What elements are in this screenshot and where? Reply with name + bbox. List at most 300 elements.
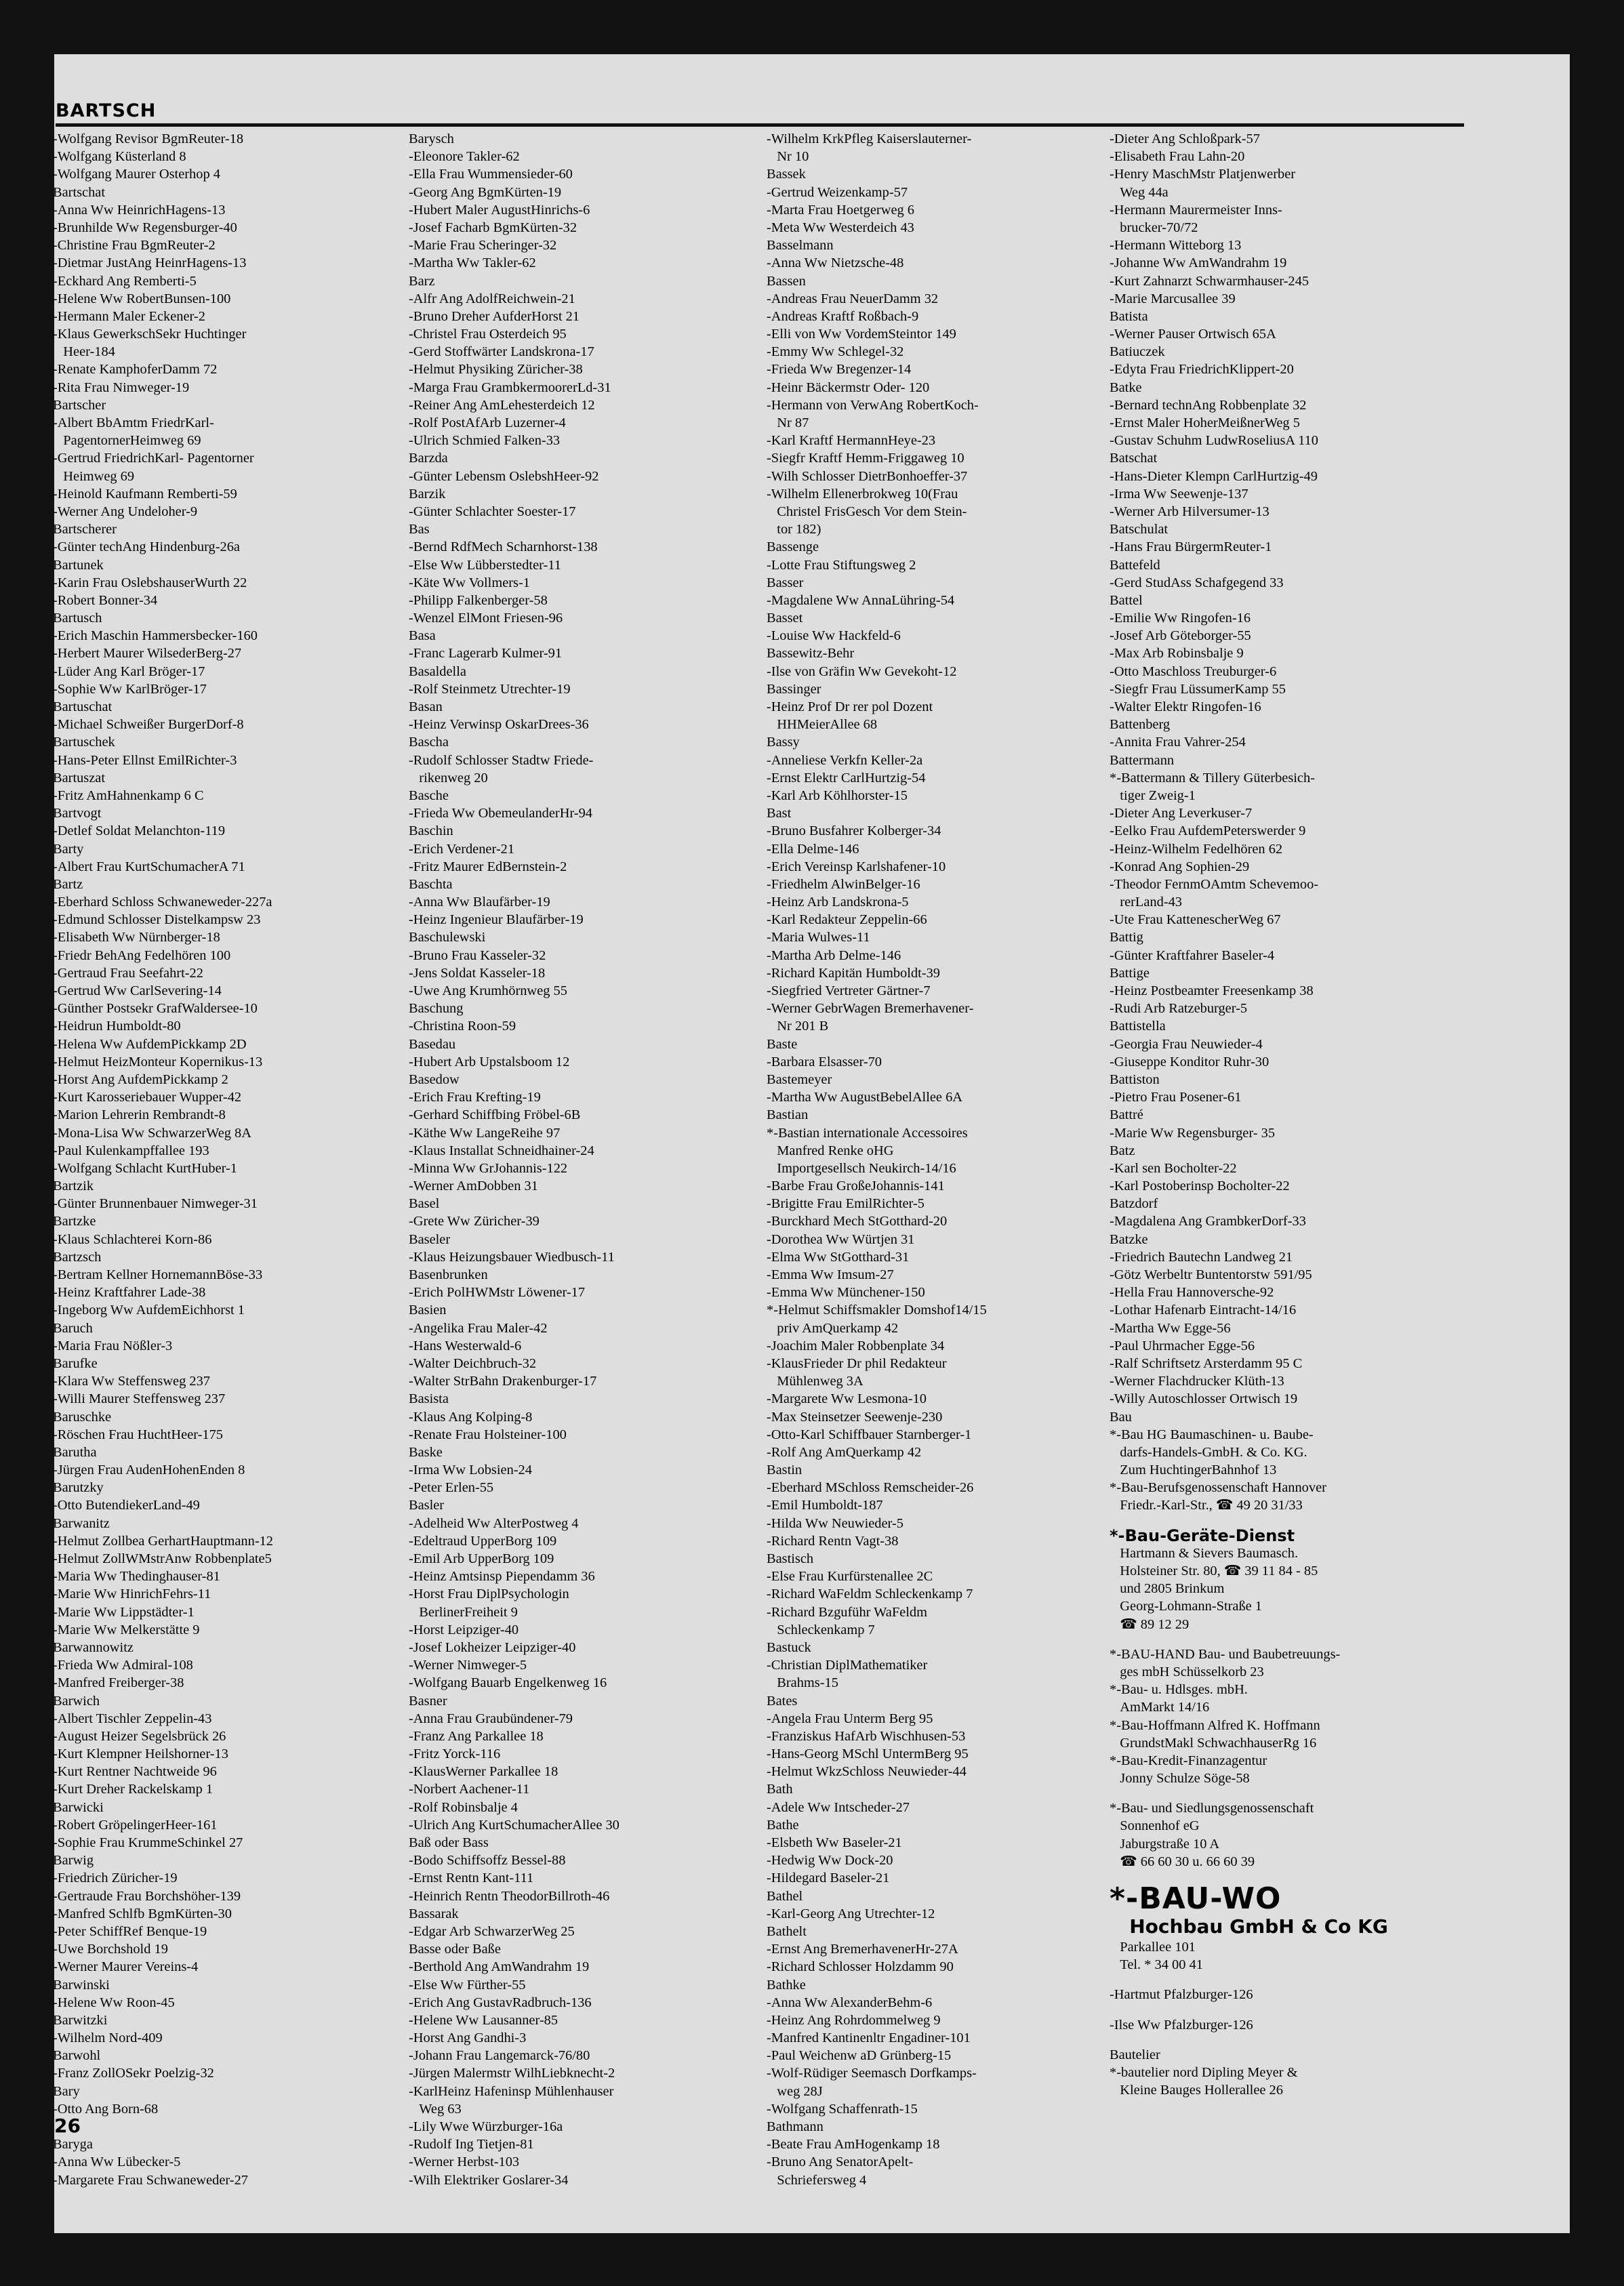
directory-entry: -Christine Frau BgmReuter-2	[53, 238, 216, 253]
directory-entry: -Dorothea Ww Würtjen 31	[767, 1231, 915, 1247]
directory-entry: -Marie Ww Lippstädter-1	[53, 1604, 195, 1620]
directory-entry: -Wilhelm Ellenerbrokweg 10(Frau	[767, 486, 958, 502]
directory-entry: -Willy Autoschlosser Ortwisch 19	[1110, 1391, 1298, 1407]
directory-entry: -Norbert Aachener-11	[409, 1782, 530, 1797]
directory-entry: -Franz Ang Parkallee 18	[409, 1728, 544, 1744]
header-keyword: BARTSCH	[56, 100, 157, 121]
surname-heading: Barwohl	[53, 2048, 101, 2064]
directory-entry: -Elisabeth Frau Lahn-20	[1110, 149, 1245, 165]
surname-heading: Baryga	[53, 2137, 93, 2152]
directory-entry: -Frieda Ww ObemeulanderHr-94	[409, 806, 592, 821]
directory-entry: -Gertraude Frau Borchshöher-139	[53, 1888, 241, 1904]
directory-entry: -Kurt Rentner Nachtweide 96	[53, 1764, 217, 1780]
directory-entry: -Horst Ang AufdemPickkamp 2	[53, 1071, 228, 1087]
directory-entry: brucker-70/72	[1110, 220, 1198, 235]
directory-entry: -Gertrud Weizenkamp-57	[767, 184, 908, 200]
directory-entry: -Horst Ang Gandhi-3	[409, 2030, 527, 2046]
directory-entry: -Jens Soldat Kasseler-18	[409, 965, 546, 981]
ad-heading-large: *-BAU-WO	[1110, 1881, 1282, 1916]
directory-entry: -Martha Ww Egge-56	[1110, 1320, 1231, 1336]
surname-heading: Basan	[409, 699, 443, 714]
directory-entry: -Albert BbAmtm FriedrKarl-	[53, 415, 214, 430]
surname-heading: Bartuszat	[53, 770, 106, 785]
surname-heading: Bartuschat	[53, 699, 113, 714]
directory-entry: -Maria Wulwes-11	[767, 930, 870, 945]
directory-entry: rerLand-43	[1110, 895, 1183, 910]
directory-entry: -Hermann von VerwAng RobertKoch-	[767, 397, 979, 413]
surname-heading: Batke	[1110, 380, 1142, 395]
spacer	[1110, 1974, 1489, 1986]
surname-heading: Bassarak	[409, 1906, 459, 1921]
directory-entry: -Margarete Ww Lesmona-10	[767, 1391, 927, 1407]
surname-heading: Baruschke	[53, 1409, 112, 1425]
directory-entry: -Helmut HeizMonteur Kopernikus-13	[53, 1054, 263, 1069]
directory-entry: -Angela Frau Unterm Berg 95	[767, 1711, 933, 1726]
directory-entry: -Hans Westerwald-6	[409, 1338, 522, 1353]
directory-entry: -Georg Ang BgmKürten-19	[409, 184, 562, 200]
directory-entry: ☎ 89 12 29	[1110, 1616, 1190, 1632]
page-number: 26	[54, 2115, 81, 2137]
directory-entry: Christel FrisGesch Vor dem Stein-	[767, 504, 967, 519]
directory-entry: -Wolfgang Schlacht KurtHuber-1	[53, 1160, 238, 1176]
directory-entry: Mühlenweg 3A	[767, 1374, 864, 1389]
directory-entry: -Heinz Kraftfahrer Lade-38	[53, 1285, 206, 1301]
directory-entry: -Eberhard MSchloss Remscheider-26	[767, 1480, 974, 1496]
directory-entry: -Hermann Maler Eckener-2	[53, 308, 205, 324]
directory-entry: -Helmut Physiking Züricher-38	[409, 362, 583, 377]
directory-entry: -Hedwig Ww Dock-20	[767, 1853, 893, 1869]
directory-entry: -Emil Humboldt-187	[767, 1498, 883, 1513]
surname-heading: Batzke	[1110, 1231, 1148, 1247]
directory-entry: *-Battermann & Tillery Güterbesich-	[1110, 770, 1315, 785]
surname-heading: Basset	[767, 611, 803, 626]
directory-entry: -Reiner Ang AmLehesterdeich 12	[409, 397, 595, 413]
directory-entry: -Heinz Arb Landskrona-5	[767, 895, 909, 910]
directory-entry: -Friedhelm AlwinBelger-16	[767, 876, 920, 892]
directory-entry: -Horst Frau DiplPsychologin	[409, 1587, 569, 1602]
spacer	[1110, 1515, 1489, 1527]
directory-entry: -Alfr Ang AdolfReichwein-21	[409, 291, 575, 306]
directory-entry: -Karl Postoberinsp Bocholter-22	[1110, 1179, 1290, 1194]
directory-entry: -Götz Werbeltr Buntentorstw 591/95	[1110, 1267, 1312, 1282]
surname-heading: Bathke	[767, 1977, 806, 1993]
directory-entry: -Wolf-Rüdiger Seemasch Dorfkamps-	[767, 2066, 977, 2081]
directory-entry: -Eckhard Ang Remberti-5	[53, 273, 197, 289]
directory-entry: -Eleonore Takler-62	[409, 149, 520, 165]
directory-entry: -Horst Leipziger-40	[409, 1622, 519, 1637]
directory-entry: -Paul Kulenkampffallee 193	[53, 1143, 209, 1158]
directory-entry: -KarlHeinz Hafeninsp Mühlenhauser	[409, 2083, 614, 2099]
directory-entry: Zum HuchtingerBahnhof 13	[1110, 1463, 1277, 1478]
surname-heading: Baschung	[409, 1001, 464, 1017]
directory-entry: -Erich Verdener-21	[409, 841, 515, 857]
directory-entry: -Josef Lokheizer Leipziger-40	[409, 1639, 576, 1655]
directory-entry: -Joachim Maler Robbenplate 34	[767, 1338, 945, 1353]
directory-entry: -Bertram Kellner HornemannBöse-33	[53, 1267, 263, 1282]
surname-heading: Bathel	[767, 1888, 803, 1904]
surname-heading: Basner	[409, 1693, 447, 1709]
directory-entry: Heer-184	[53, 344, 115, 360]
directory-entry: HHMeierAllee 68	[767, 717, 878, 733]
directory-entry: -Renate KamphoferDamm 72	[53, 362, 218, 377]
directory-entry: -Giuseppe Konditor Ruhr-30	[1110, 1054, 1270, 1069]
directory-entry: -Grete Ww Züricher-39	[409, 1214, 540, 1229]
directory-entry: Hartmann & Sievers Baumasch.	[1110, 1545, 1299, 1561]
surname-heading: Battefeld	[1110, 557, 1160, 573]
directory-entry: -Karin Frau OslebshauserWurth 22	[53, 575, 247, 590]
directory-entry: -Ulrich Schmied Falken-33	[409, 433, 561, 449]
directory-entry: -Günter Lebensm OslebshHeer-92	[409, 468, 599, 484]
surname-heading: Barwich	[53, 1693, 100, 1709]
directory-entry: -Martha Arb Delme-146	[767, 947, 901, 963]
directory-entry: -Ilse Ww Pfalzburger-126	[1110, 2017, 1253, 2033]
directory-entry: -Wenzel ElMont Friesen-96	[409, 611, 563, 626]
directory-entry: Georg-Lohmann-Straße 1	[1110, 1599, 1262, 1614]
directory-entry: -Werner Herbst-103	[409, 2155, 520, 2170]
surname-heading: Batschat	[1110, 451, 1158, 466]
directory-entry: -Hilda Ww Neuwieder-5	[767, 1515, 904, 1531]
directory-entry: -Manfred Freiberger-38	[53, 1675, 184, 1691]
directory-entry: -Fritz Yorck-116	[409, 1747, 501, 1762]
directory-entry: -Sophie Frau KrummeSchinkel 27	[53, 1835, 243, 1850]
surname-heading: Basista	[409, 1391, 449, 1407]
directory-entry: -Rudi Arb Ratzeburger-5	[1110, 1001, 1248, 1017]
directory-entry: -Ralf Schriftsetz Arsterdamm 95 C	[1110, 1355, 1303, 1371]
directory-entry: -Gertrud FriedrichKarl- Pagentorner	[53, 451, 254, 466]
column-1	[53, 130, 386, 2189]
surname-heading: Basche	[409, 788, 449, 803]
directory-entry: -Heinz Ang Rohrdommelweg 9	[767, 2012, 941, 2028]
directory-entry: -Klaus Heizungsbauer Wiedbusch-11	[409, 1249, 615, 1265]
surname-heading: Battistella	[1110, 1019, 1166, 1034]
surname-heading: Barzik	[409, 486, 446, 502]
directory-entry: -Anna Ww HeinrichHagens-13	[53, 202, 226, 218]
directory-entry: -Günter Brunnenbauer Nimweger-31	[53, 1196, 258, 1212]
directory-entry: -Helmut WkzSchloss Neuwieder-44	[767, 1764, 967, 1780]
directory-entry: darfs-Handels-GmbH. & Co. KG.	[1110, 1444, 1307, 1460]
directory-entry: -Anna Ww Lübecker-5	[53, 2155, 181, 2170]
surname-heading: Batiuczek	[1110, 344, 1165, 360]
surname-heading: Bartuschek	[53, 735, 115, 750]
directory-entry: -Manfred Schlfb BgmKürten-30	[53, 1906, 232, 1921]
directory-entry: -Klaus Installat Schneidhainer-24	[409, 1143, 594, 1158]
directory-entry: -Richard Schlosser Holzdamm 90	[767, 1959, 954, 1975]
surname-heading: Barwitzki	[53, 2012, 108, 2028]
directory-entry: -Irma Ww Lobsien-24	[409, 1463, 532, 1478]
directory-entry: -Johanne Ww AmWandrahm 19	[1110, 256, 1287, 271]
directory-entry: -Gustav Schuhm LudwRoseliusA 110	[1110, 433, 1318, 449]
directory-entry: -Margarete Frau Schwaneweder-27	[53, 2172, 248, 2188]
directory-entry: -Beate Frau AmHogenkamp 18	[767, 2137, 940, 2152]
directory-entry: -Edgar Arb SchwarzerWeg 25	[409, 1923, 575, 1939]
directory-entry: -Hella Frau Hannoversche-92	[1110, 1285, 1274, 1301]
surname-heading: Bassenge	[767, 539, 819, 555]
directory-entry: -Werner GebrWagen Bremerhavener-	[767, 1001, 974, 1017]
directory-entry: -Werner Flachdrucker Klüth-13	[1110, 1374, 1284, 1389]
directory-entry: -Else Frau Kurfürstenallee 2C	[767, 1569, 933, 1585]
directory-entry: -Marie Ww HinrichFehrs-11	[53, 1587, 211, 1602]
directory-entry: -Elsbeth Ww Baseler-21	[767, 1835, 902, 1850]
directory-entry: -Else Ww Lübberstedter-11	[409, 557, 561, 573]
surname-heading: Basenbrunken	[409, 1267, 488, 1282]
directory-entry: -Elma Ww StGotthard-31	[767, 1249, 910, 1265]
directory-entry: Kleine Bauges Hollerallee 26	[1110, 2083, 1283, 2098]
directory-entry: -Elli von Ww VordemSteintor 149	[767, 327, 956, 342]
directory-entry: -Robert GröpelingerHeer-161	[53, 1817, 218, 1833]
surname-heading: Barwig	[53, 1853, 94, 1869]
directory-entry: *-Bau HG Baumaschinen- u. Baube-	[1110, 1427, 1314, 1442]
surname-heading: Basselmann	[767, 238, 834, 253]
directory-entry: -Rita Frau Nimweger-19	[53, 380, 190, 395]
directory-entry: -Burckhard Mech StGotthard-20	[767, 1214, 948, 1229]
directory-entry: -Max Arb Robinsbalje 9	[1110, 646, 1244, 661]
surname-heading: Basedau	[409, 1036, 456, 1052]
directory-entry: -Barbe Frau GroßeJohannis-141	[767, 1179, 945, 1194]
surname-heading: Bas	[409, 522, 430, 537]
surname-heading: Bast	[767, 806, 792, 821]
directory-entry: ges mbH Schüsselkorb 23	[1110, 1664, 1264, 1679]
directory-entry: -Walter Deichbruch-32	[409, 1355, 537, 1371]
directory-entry: -Klaus Ang Kolping-8	[409, 1409, 533, 1425]
directory-entry: -Walter StrBahn Drakenburger-17	[409, 1374, 597, 1389]
directory-entry: -Angelika Frau Maler-42	[409, 1320, 548, 1336]
directory-entry: -Lüder Ang Karl Bröger-17	[53, 664, 205, 679]
directory-entry: Tel. * 34 00 41	[1110, 1957, 1203, 1973]
directory-entry: PagentornerHeimweg 69	[53, 433, 201, 449]
directory-entry: -Richard Rentn Vagt-38	[767, 1533, 899, 1549]
directory-entry: -Friedr BehAng Fedelhören 100	[53, 947, 231, 963]
directory-entry: Weg 44a	[1110, 184, 1169, 200]
surname-heading: Baschin	[409, 823, 453, 839]
directory-entry: -Hubert Arb Upstalsboom 12	[409, 1054, 570, 1069]
surname-heading: Bates	[767, 1693, 798, 1709]
directory-entry: -KlausWerner Parkallee 18	[409, 1764, 559, 1780]
directory-entry: -Gerhard Schiffbing Fröbel-6B	[409, 1107, 581, 1123]
directory-entry: -Helene Ww RobertBunsen-100	[53, 291, 231, 306]
directory-entry: -Heinz Postbeamter Freesenkamp 38	[1110, 983, 1314, 998]
surname-heading: Baske	[409, 1444, 443, 1460]
directory-entry: -Brigitte Frau EmilRichter-5	[767, 1196, 925, 1212]
directory-entry: -Renate Frau Holsteiner-100	[409, 1427, 567, 1442]
surname-heading: Barwanitz	[53, 1515, 110, 1531]
directory-entry: -Ernst Ang BremerhavenerHr-27A	[767, 1942, 958, 1957]
surname-heading: Bartunek	[53, 557, 104, 573]
surname-heading: Barysch	[409, 131, 454, 146]
surname-heading: Barty	[53, 841, 84, 857]
directory-entry: -Emmy Ww Schlegel-32	[767, 344, 904, 360]
directory-entry: -Heinz-Wilhelm Fedelhören 62	[1110, 841, 1283, 857]
directory-entry: AmMarkt 14/16	[1110, 1700, 1210, 1715]
directory-entry: -Wolfgang Bauarb Engelkenweg 16	[409, 1675, 607, 1691]
directory-entry: -Käte Ww Vollmers-1	[409, 575, 530, 590]
directory-entry: -Rudolf Ing Tietjen-81	[409, 2137, 534, 2152]
directory-entry: -Lothar Hafenarb Eintracht-14/16	[1110, 1303, 1297, 1318]
directory-entry: priv AmQuerkamp 42	[767, 1320, 899, 1336]
directory-entry: -Wolfgang Küsterland 8	[53, 149, 186, 165]
directory-entry: ☎ 66 60 30 u. 66 60 39	[1110, 1854, 1255, 1869]
directory-entry: -Marion Lehrerin Rembrandt-8	[53, 1107, 226, 1123]
directory-entry: -Anna Ww Blaufärber-19	[409, 895, 550, 910]
surname-heading: Bath	[767, 1782, 793, 1797]
directory-entry: Schleckenkamp 7	[767, 1622, 875, 1637]
directory-entry: -Heinz Verwinsp OskarDrees-36	[409, 717, 589, 733]
directory-entry: -Bruno Busfahrer Kolberger-34	[767, 823, 941, 839]
directory-entry: -Werner AmDobben 31	[409, 1179, 538, 1194]
directory-entry: -Detlef Soldat Melanchton-119	[53, 823, 226, 839]
directory-entry: *-Helmut Schiffsmakler Domshof14/15	[767, 1303, 987, 1318]
surname-heading: Bathelt	[767, 1923, 807, 1939]
directory-entry: -Peter Erlen-55	[409, 1480, 494, 1496]
directory-entry: -Karl Arb Köhlhorster-15	[767, 788, 908, 803]
surname-heading: Basaldella	[409, 664, 466, 679]
directory-entry: -Franz ZollOSekr Poelzig-32	[53, 2066, 214, 2081]
directory-entry: -Marta Frau Hoetgerweg 6	[767, 202, 914, 218]
directory-entry: -Theodor FernmOAmtm Schevemoo-	[1110, 876, 1319, 892]
surname-heading: Bastisch	[767, 1551, 814, 1566]
directory-entry: -Heinr Bäckermstr Oder- 120	[767, 380, 930, 395]
surname-heading: Barzda	[409, 451, 448, 466]
directory-entry: -KlausFrieder Dr phil Redakteur	[767, 1355, 947, 1371]
directory-entry: -Jürgen Frau AudenHohenEnden 8	[53, 1463, 245, 1478]
directory-entry: -Marie Ww Regensburger- 35	[1110, 1125, 1276, 1141]
surname-heading: Basler	[409, 1498, 445, 1513]
surname-heading: Batschulat	[1110, 522, 1169, 537]
directory-entry: tor 182)	[767, 522, 821, 537]
directory-entry: -Röschen Frau HuchtHeer-175	[53, 1427, 223, 1442]
directory-entry: -Wolfgang Revisor BgmReuter-18	[53, 131, 244, 146]
directory-entry: *-Bau-Berufsgenossenschaft Hannover	[1110, 1480, 1326, 1496]
surname-heading: Bastin	[767, 1463, 803, 1478]
directory-entry: Nr 87	[767, 415, 809, 430]
directory-entry: -Werner Pauser Ortwisch 65A	[1110, 327, 1276, 342]
directory-entry: -Christian DiplMathematiker	[767, 1658, 928, 1673]
directory-entry: -Jürgen Malermstr WilhLiebknecht-2	[409, 2066, 615, 2081]
directory-entry: -Karl Redakteur Zeppelin-66	[767, 912, 927, 928]
directory-entry: BerlinerFreiheit 9	[409, 1604, 518, 1620]
surname-heading: Basse oder Baße	[409, 1942, 501, 1957]
directory-entry: -Elisabeth Ww Nürnberger-18	[53, 930, 220, 945]
directory-entry: -Siegfr Frau LüssumerKamp 55	[1110, 681, 1286, 697]
directory-entry: -Josef Facharb BgmKürten-32	[409, 220, 577, 235]
directory-entry: -Rudolf Schlosser Stadtw Friede-	[409, 752, 594, 768]
surname-heading: Baseler	[409, 1231, 451, 1247]
directory-entry: tiger Zweig-1	[1110, 788, 1196, 803]
directory-entry: -Irma Ww Seewenje-137	[1110, 486, 1249, 502]
directory-entry: Importgesellsch Neukirch-14/16	[767, 1160, 956, 1176]
directory-entry: -Walter Elektr Ringofen-16	[1110, 699, 1261, 714]
directory-entry: Schriefersweg 4	[767, 2172, 867, 2188]
directory-entry: -August Heizer Segelsbrück 26	[53, 1728, 226, 1744]
directory-entry: -Ella Frau Wummensieder-60	[409, 167, 573, 182]
directory-entry: Heimweg 69	[53, 468, 135, 484]
directory-entry: -Günter Schlachter Soester-17	[409, 504, 576, 519]
directory-entry: -Marie Ww Melkerstätte 9	[53, 1622, 200, 1637]
directory-entry: -Dieter Ang Leverkuser-7	[1110, 806, 1253, 821]
directory-entry: -Hans-Georg MSchl UntermBerg 95	[767, 1747, 969, 1762]
directory-entry: -Fritz Maurer EdBernstein-2	[409, 859, 567, 874]
surname-heading: Battig	[1110, 930, 1143, 945]
directory-entry: -Karl-Georg Ang Utrechter-12	[767, 1906, 935, 1921]
directory-entry: -Magdalena Ang GrambkerDorf-33	[1110, 1214, 1306, 1229]
directory-entry: -Anneliese Verkfn Keller-2a	[767, 752, 923, 768]
directory-entry: -Gerd StudAss Schafgegend 33	[1110, 575, 1284, 590]
directory-entry: -Erich Maschin Hammersbecker-160	[53, 628, 258, 644]
directory-entry: -Frieda Ww Bregenzer-14	[767, 362, 912, 377]
directory-entry: -Max Steinsetzer Seewenje-230	[767, 1409, 943, 1425]
directory-entry: -Günter techAng Hindenburg-26a	[53, 539, 240, 555]
surname-heading: Batista	[1110, 308, 1148, 324]
directory-entry: -Hans-Dieter Klempn CarlHurtzig-49	[1110, 468, 1318, 484]
surname-heading: Baruch	[53, 1320, 93, 1336]
directory-entry: Weg 63	[409, 2101, 462, 2117]
surname-heading: Bastuck	[767, 1639, 811, 1655]
surname-heading: Bau	[1110, 1409, 1132, 1425]
directory-entry: -Josef Arb Göteborger-55	[1110, 628, 1251, 644]
surname-heading: Bary	[53, 2083, 80, 2099]
directory-entry: -Anna Ww AlexanderBehm-6	[767, 1995, 933, 2010]
spacer	[1110, 2034, 1489, 2046]
directory-entry: -Anna Ww Nietzsche-48	[767, 256, 904, 271]
directory-entry: -Ute Frau KattenescherWeg 67	[1110, 912, 1281, 928]
surname-heading: Basel	[409, 1196, 440, 1212]
directory-entry: -Ella Delme-146	[767, 841, 859, 857]
surname-heading: Battiston	[1110, 1071, 1160, 1087]
directory-entry: *-Bau-Hoffmann Alfred K. Hoffmann	[1110, 1717, 1320, 1733]
directory-entry: -Ernst Rentn Kant-111	[409, 1871, 534, 1886]
directory-entry: -Meta Ww Westerdeich 43	[767, 220, 914, 235]
surname-heading: Baschulewski	[409, 930, 486, 945]
directory-entry: -Helene Ww Roon-45	[53, 1995, 175, 2010]
directory-entry: -Gertraud Frau Seefahrt-22	[53, 965, 203, 981]
directory-entry: -Hubert Maler AugustHinrichs-6	[409, 202, 590, 218]
surname-heading: Basien	[409, 1303, 447, 1318]
directory-entry: -Helena Ww AufdemPickkamp 2D	[53, 1036, 247, 1052]
surname-heading: Basser	[767, 575, 804, 590]
directory-entry: -Karl Kraftf HermannHeye-23	[767, 433, 936, 449]
directory-entry: -Hans-Peter Ellnst EmilRichter-3	[53, 752, 237, 768]
directory-entry: -Eelko Frau AufdemPeterswerder 9	[1110, 823, 1306, 839]
surname-heading: Barwannowitz	[53, 1639, 134, 1655]
directory-entry: -Otto ButendiekerLand-49	[53, 1498, 200, 1513]
directory-entry: -Mona-Lisa Ww SchwarzerWeg 8A	[53, 1125, 251, 1141]
directory-entry: -Klara Ww Steffensweg 237	[53, 1374, 210, 1389]
ad-heading: *-Bau-Geräte-Dienst	[1110, 1526, 1295, 1545]
directory-entry: -Christel Frau Osterdeich 95	[409, 327, 567, 342]
directory-entry: -Günther Postsekr GrafWaldersee-10	[53, 1001, 258, 1017]
spacer	[1110, 2004, 1489, 2016]
surname-heading: Baß oder Bass	[409, 1835, 489, 1850]
directory-entry: -Robert Bonner-34	[53, 592, 158, 608]
directory-entry: -Richard Kapitän Humboldt-39	[767, 965, 940, 981]
surname-heading: Barutzky	[53, 1480, 104, 1496]
directory-entry: -Ulrich Ang KurtSchumacherAllee 30	[409, 1817, 620, 1833]
spacer	[1110, 1787, 1489, 1799]
surname-heading: Battel	[1110, 592, 1143, 608]
directory-entry: -Bernd RdfMech Scharnhorst-138	[409, 539, 598, 555]
directory-entry: -Wilh Elektriker Goslarer-34	[409, 2172, 569, 2188]
surname-heading: Battenberg	[1110, 717, 1171, 733]
directory-entry: -Lily Wwe Würzburger-16a	[409, 2119, 563, 2134]
directory-entry: Sonnenhof eG	[1110, 1818, 1200, 1834]
directory-entry: -Bruno Ang SenatorApelt-	[767, 2155, 914, 2170]
surname-heading: Basedow	[409, 1071, 460, 1087]
directory-entry: -Sophie Ww KarlBröger-17	[53, 681, 207, 697]
directory-entry: -Heinz Prof Dr rer pol Dozent	[767, 699, 933, 714]
directory-entry: -Wilh Schlosser DietrBonhoeffer-37	[767, 468, 968, 484]
directory-entry: -Helmut Zollbea GerhartHauptmann-12	[53, 1533, 274, 1549]
directory-entry: -Fritz AmHahnenkamp 6 C	[53, 788, 204, 803]
surname-heading: Bassen	[767, 273, 806, 289]
